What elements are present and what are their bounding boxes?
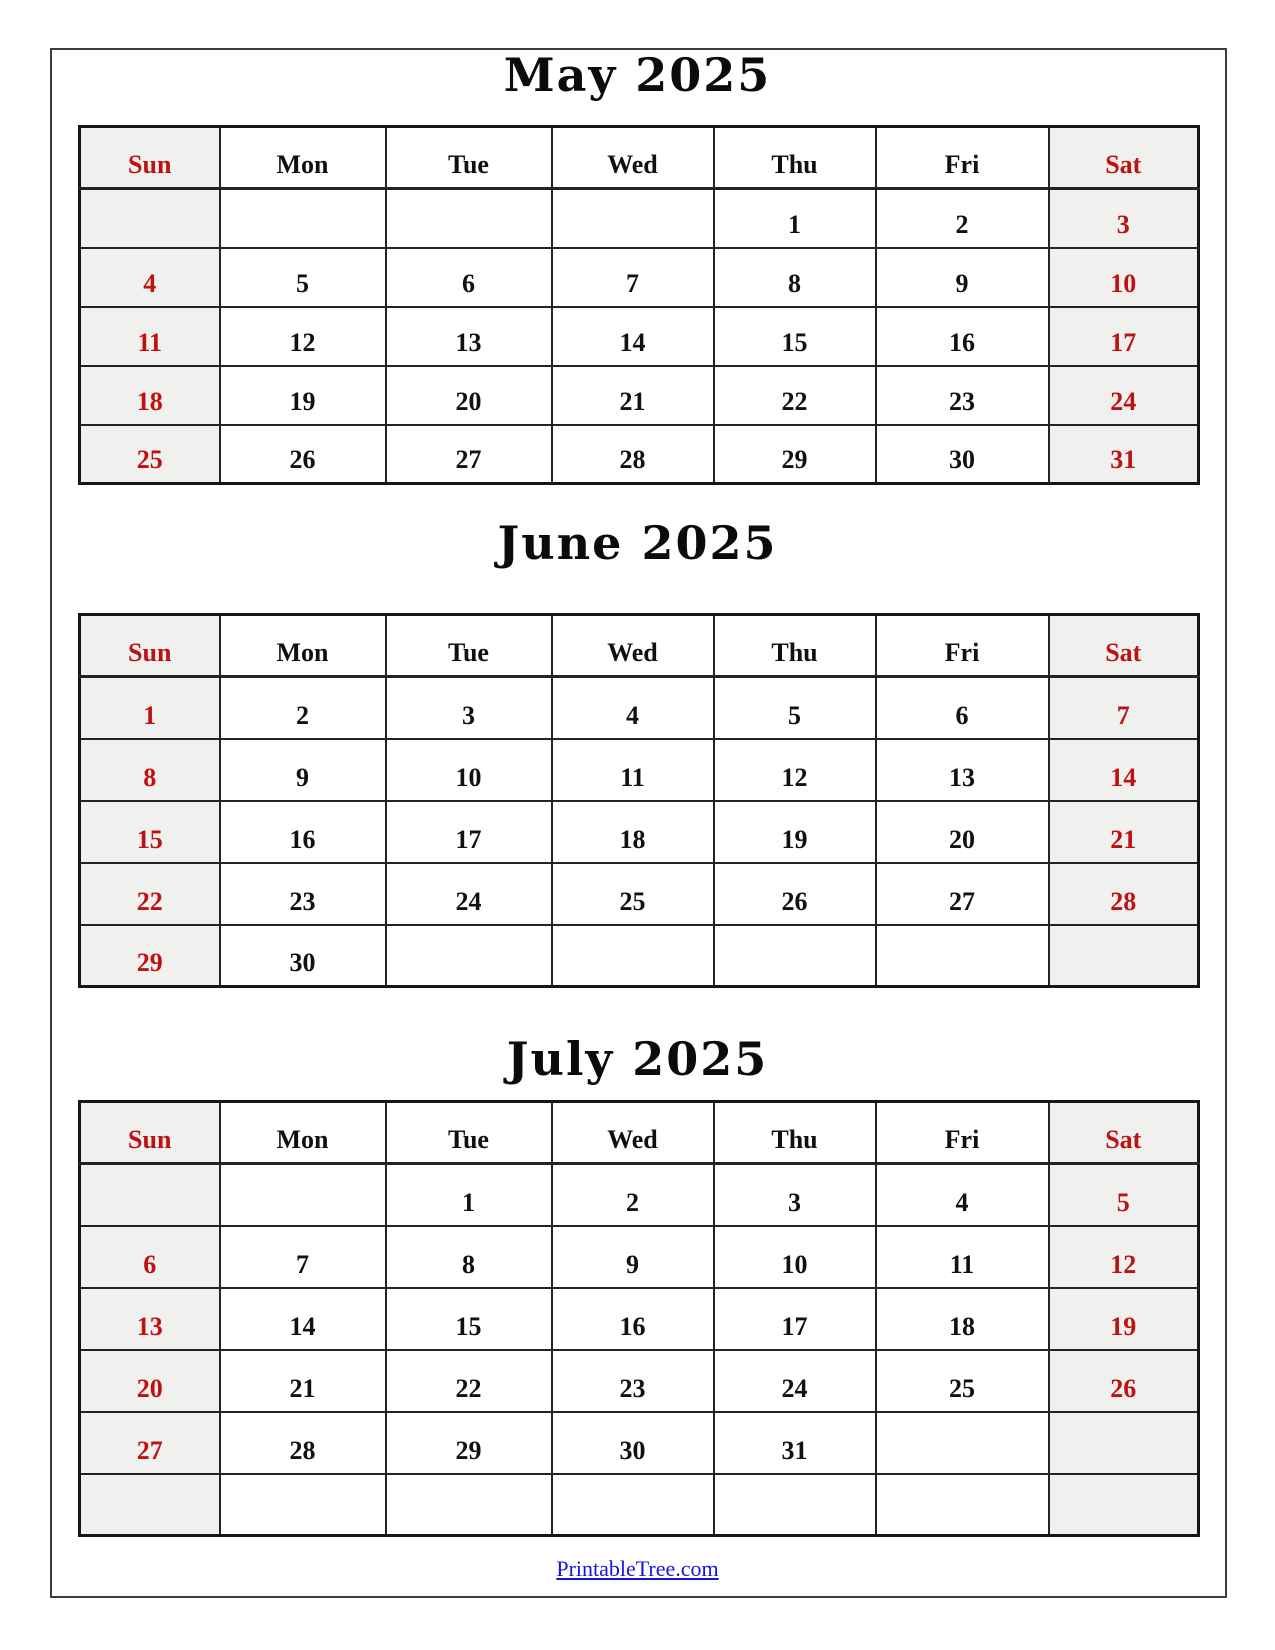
day-cell-july-3: 3	[714, 1164, 876, 1226]
day-cell-june-2: 2	[220, 677, 386, 739]
day-cell-july-12: 12	[1049, 1226, 1199, 1288]
week-row	[80, 1226, 1199, 1288]
week-row	[80, 189, 1199, 248]
day-cell-may-5: 5	[220, 248, 386, 307]
day-cell-may-2: 2	[876, 189, 1049, 248]
day-cell-july-16: 16	[552, 1288, 714, 1350]
day-cell-july-30: 30	[552, 1412, 714, 1474]
empty-day-cell	[876, 1412, 1049, 1474]
day-cell-july-20: 20	[80, 1350, 220, 1412]
week-row	[80, 248, 1199, 307]
day-cell-july-22: 22	[386, 1350, 552, 1412]
week-row	[80, 1412, 1199, 1474]
empty-day-cell	[876, 1474, 1049, 1536]
day-cell-june-17: 17	[386, 801, 552, 863]
day-cell-may-31: 31	[1049, 425, 1199, 484]
empty-day-cell	[1049, 1412, 1199, 1474]
day-cell-may-15: 15	[714, 307, 876, 366]
day-cell-july-28: 28	[220, 1412, 386, 1474]
day-cell-july-11: 11	[876, 1226, 1049, 1288]
day-cell-june-21: 21	[1049, 801, 1199, 863]
day-cell-may-3: 3	[1049, 189, 1199, 248]
day-cell-july-24: 24	[714, 1350, 876, 1412]
day-cell-july-4: 4	[876, 1164, 1049, 1226]
weekday-header-mon: Mon	[220, 127, 386, 189]
empty-day-cell	[876, 925, 1049, 987]
day-cell-may-17: 17	[1049, 307, 1199, 366]
empty-day-cell	[1049, 1474, 1199, 1536]
week-row	[80, 677, 1199, 739]
week-row	[80, 425, 1199, 484]
weekday-header-sun: Sun	[80, 127, 220, 189]
weekday-header-thu: Thu	[714, 1102, 876, 1164]
day-cell-june-7: 7	[1049, 677, 1199, 739]
calendar-table-may	[78, 125, 1200, 485]
footer	[0, 1556, 1275, 1582]
day-cell-july-25: 25	[876, 1350, 1049, 1412]
day-cell-june-26: 26	[714, 863, 876, 925]
month-title-june: June 2025	[497, 516, 778, 570]
weekday-header-row	[80, 127, 1199, 189]
day-cell-may-21: 21	[552, 366, 714, 425]
day-cell-july-31: 31	[714, 1412, 876, 1474]
week-row	[80, 801, 1199, 863]
day-cell-may-9: 9	[876, 248, 1049, 307]
day-cell-may-20: 20	[386, 366, 552, 425]
day-cell-may-22: 22	[714, 366, 876, 425]
day-cell-july-21: 21	[220, 1350, 386, 1412]
day-cell-june-15: 15	[80, 801, 220, 863]
weekday-header-wed: Wed	[552, 127, 714, 189]
week-row	[80, 1288, 1199, 1350]
weekday-header-tue: Tue	[386, 127, 552, 189]
day-cell-july-19: 19	[1049, 1288, 1199, 1350]
day-cell-june-12: 12	[714, 739, 876, 801]
day-cell-june-27: 27	[876, 863, 1049, 925]
day-cell-may-27: 27	[386, 425, 552, 484]
empty-day-cell	[80, 1474, 220, 1536]
weekday-header-sat: Sat	[1049, 615, 1199, 677]
day-cell-june-4: 4	[552, 677, 714, 739]
weekday-header-thu: Thu	[714, 615, 876, 677]
week-row	[80, 925, 1199, 987]
day-cell-july-23: 23	[552, 1350, 714, 1412]
empty-day-cell	[220, 189, 386, 248]
day-cell-june-20: 20	[876, 801, 1049, 863]
empty-day-cell	[386, 1474, 552, 1536]
weekday-header-tue: Tue	[386, 1102, 552, 1164]
footer-link[interactable]: PrintableTree.com	[556, 1556, 719, 1581]
day-cell-june-9: 9	[220, 739, 386, 801]
empty-day-cell	[80, 1164, 220, 1226]
day-cell-june-1: 1	[80, 677, 220, 739]
day-cell-july-26: 26	[1049, 1350, 1199, 1412]
week-row	[80, 739, 1199, 801]
day-cell-july-10: 10	[714, 1226, 876, 1288]
day-cell-may-23: 23	[876, 366, 1049, 425]
day-cell-july-18: 18	[876, 1288, 1049, 1350]
day-cell-may-11: 11	[80, 307, 220, 366]
empty-day-cell	[386, 189, 552, 248]
day-cell-june-11: 11	[552, 739, 714, 801]
week-row	[80, 1474, 1199, 1536]
day-cell-may-18: 18	[80, 366, 220, 425]
day-cell-june-22: 22	[80, 863, 220, 925]
weekday-header-wed: Wed	[552, 615, 714, 677]
day-cell-may-29: 29	[714, 425, 876, 484]
weekday-header-mon: Mon	[220, 615, 386, 677]
day-cell-june-14: 14	[1049, 739, 1199, 801]
day-cell-july-5: 5	[1049, 1164, 1199, 1226]
empty-day-cell	[552, 1474, 714, 1536]
day-cell-june-25: 25	[552, 863, 714, 925]
day-cell-july-27: 27	[80, 1412, 220, 1474]
day-cell-june-13: 13	[876, 739, 1049, 801]
day-cell-july-6: 6	[80, 1226, 220, 1288]
day-cell-may-24: 24	[1049, 366, 1199, 425]
day-cell-june-16: 16	[220, 801, 386, 863]
day-cell-may-25: 25	[80, 425, 220, 484]
day-cell-may-30: 30	[876, 425, 1049, 484]
calendar-table-june	[78, 613, 1200, 988]
day-cell-june-18: 18	[552, 801, 714, 863]
empty-day-cell	[714, 1474, 876, 1536]
day-cell-june-24: 24	[386, 863, 552, 925]
day-cell-may-12: 12	[220, 307, 386, 366]
day-cell-july-7: 7	[220, 1226, 386, 1288]
day-cell-june-6: 6	[876, 677, 1049, 739]
empty-day-cell	[220, 1164, 386, 1226]
day-cell-may-8: 8	[714, 248, 876, 307]
calendar-table-july	[78, 1100, 1200, 1537]
week-row	[80, 863, 1199, 925]
day-cell-june-29: 29	[80, 925, 220, 987]
day-cell-may-16: 16	[876, 307, 1049, 366]
week-row	[80, 1350, 1199, 1412]
empty-day-cell	[386, 925, 552, 987]
day-cell-may-10: 10	[1049, 248, 1199, 307]
empty-day-cell	[80, 189, 220, 248]
day-cell-may-7: 7	[552, 248, 714, 307]
month-title-may: May 2025	[503, 48, 772, 102]
weekday-header-row	[80, 1102, 1199, 1164]
week-row	[80, 307, 1199, 366]
day-cell-july-1: 1	[386, 1164, 552, 1226]
weekday-header-mon: Mon	[220, 1102, 386, 1164]
day-cell-july-17: 17	[714, 1288, 876, 1350]
weekday-header-sun: Sun	[80, 1102, 220, 1164]
day-cell-june-19: 19	[714, 801, 876, 863]
day-cell-may-6: 6	[386, 248, 552, 307]
day-cell-july-2: 2	[552, 1164, 714, 1226]
weekday-header-sat: Sat	[1049, 127, 1199, 189]
weekday-header-fri: Fri	[876, 127, 1049, 189]
day-cell-may-26: 26	[220, 425, 386, 484]
day-cell-june-10: 10	[386, 739, 552, 801]
day-cell-may-14: 14	[552, 307, 714, 366]
day-cell-june-23: 23	[220, 863, 386, 925]
day-cell-june-30: 30	[220, 925, 386, 987]
weekday-header-wed: Wed	[552, 1102, 714, 1164]
month-title-july: July 2025	[506, 1032, 769, 1086]
weekday-header-sun: Sun	[80, 615, 220, 677]
day-cell-may-13: 13	[386, 307, 552, 366]
day-cell-june-3: 3	[386, 677, 552, 739]
weekday-header-row	[80, 615, 1199, 677]
weekday-header-tue: Tue	[386, 615, 552, 677]
weekday-header-thu: Thu	[714, 127, 876, 189]
day-cell-june-28: 28	[1049, 863, 1199, 925]
day-cell-may-4: 4	[80, 248, 220, 307]
day-cell-july-15: 15	[386, 1288, 552, 1350]
empty-day-cell	[714, 925, 876, 987]
day-cell-july-8: 8	[386, 1226, 552, 1288]
day-cell-june-8: 8	[80, 739, 220, 801]
day-cell-may-19: 19	[220, 366, 386, 425]
empty-day-cell	[552, 189, 714, 248]
day-cell-july-14: 14	[220, 1288, 386, 1350]
empty-day-cell	[552, 925, 714, 987]
weekday-header-fri: Fri	[876, 615, 1049, 677]
empty-day-cell	[1049, 925, 1199, 987]
day-cell-july-13: 13	[80, 1288, 220, 1350]
week-row	[80, 1164, 1199, 1226]
day-cell-may-1: 1	[714, 189, 876, 248]
day-cell-july-9: 9	[552, 1226, 714, 1288]
week-row	[80, 366, 1199, 425]
empty-day-cell	[220, 1474, 386, 1536]
weekday-header-sat: Sat	[1049, 1102, 1199, 1164]
weekday-header-fri: Fri	[876, 1102, 1049, 1164]
day-cell-may-28: 28	[552, 425, 714, 484]
day-cell-june-5: 5	[714, 677, 876, 739]
day-cell-july-29: 29	[386, 1412, 552, 1474]
